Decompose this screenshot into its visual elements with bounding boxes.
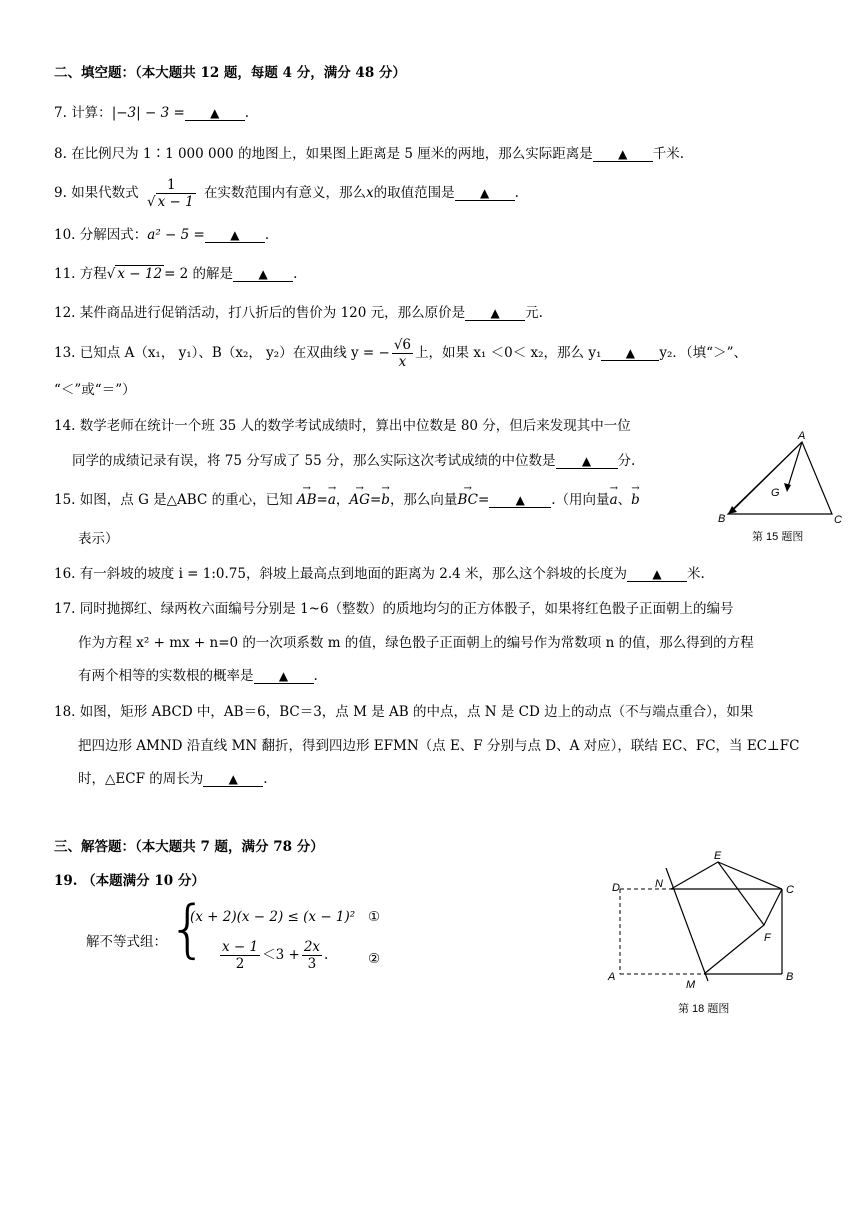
fold-line-MN [666,868,708,981]
question-number: 16. [54,566,76,582]
label-E: E [714,850,722,862]
answer-blank: ▲ [627,567,687,582]
question-10: 10. 分解因式：a² − 5 = ▲ . [54,227,270,243]
vector-b: → b [381,491,390,509]
figure-18-caption: 第 18 题图 [678,1003,730,1015]
question-18-line-3: 时，△ECF 的周长为 ▲ . [78,771,268,787]
answer-blank: ▲ [233,267,293,282]
mark-1: ① [368,909,381,925]
question-number: 10. [54,227,76,243]
question-13: 13. 已知点 A（x₁， y₁）、B（x₂， y₂）在双曲线 y = − $\frac{√6}{x}$ 上，如果 x₁ ＜0＜ x₂，那么 y₁ ▲ y₂．（填“＞”、 [54,337,747,370]
question-number: 7. [54,105,67,121]
label-D: D [612,882,620,894]
sqrt-expression: x − 12 [117,266,163,282]
segment-FC [764,889,782,925]
question-15-line-2: 表示） [78,531,119,547]
question-number: 13. [54,345,76,361]
label-A: A [608,971,616,983]
answer-blank: ▲ [455,186,515,201]
vector-AB: → AB [297,491,317,509]
math-expression: a² − 5 = [147,227,205,243]
figure-15-caption: 第 15 题图 [752,531,804,543]
section-2-heading: 二、填空题：（本大题共 12 题，每题 4 分，满分 48 分） [54,65,406,81]
answer-blank: ▲ [254,669,314,684]
question-17-line-2: 作为方程 x² + mx + n=0 的一次项系数 m 的值，绿色骰子正面朝上的编号作为常数项 n 的值，那么得到的方程 [78,635,754,651]
answer-blank: ▲ [556,454,618,469]
question-18-line-2: 把四边形 AMND 沿直线 MN 翻折，得到四边形 EFMN（点 E、F 分别与点 D、A 对应），联结 EC、FC，当 EC⊥FC [78,738,800,754]
question-19-heading: 19. （本题满分 10 分） [54,873,205,889]
fraction: $\frac{1}{√ x - 1}$ [146,177,194,210]
vector-AG: → AG [349,491,370,509]
figure-18 [600,846,810,1021]
question-number: 11. [54,266,76,282]
answer-blank: ▲ [489,493,551,508]
answer-blank: ▲ [203,772,263,787]
figure-15 [710,428,850,548]
math-expression: |−3| − 3 = [111,105,185,121]
question-8: 8. 在比例尺为 1∶1 000 000 的地图上，如果图上距离是 5 厘米的两地，那么实际距离是 ▲ 千米. [54,146,685,162]
question-7: 7. 计算：|−3| − 3 = ▲ . [54,105,250,121]
answer-blank: ▲ [601,346,659,361]
arrowhead-g [784,483,791,492]
question-12: 12. 某件商品进行促销活动，打八折后的售价为 120 元，那么原价是 ▲ 元. [54,305,543,321]
vector-BC: → BC [457,491,478,509]
question-number: 8. [54,146,67,162]
question-number: 15. [54,492,76,508]
label-B: B [718,513,726,525]
question-14-line-2: 同学的成绩记录有误，将 75 分写成了 55 分，那么实际这次考试成绩的中位数是 ▲ 分. [72,453,636,469]
label-G: G [771,487,780,499]
inequality-2: $\frac{x - 1}{2}$ ＜3 + $\frac{2x}{3}$ . [222,939,329,972]
question-number: 9. [54,185,67,201]
question-16: 16. 有一斜坡的坡度 i = 1:0.75，斜坡上最高点到地面的距离为 2.4 米，那么这个斜坡的长度为 ▲ 米. [54,566,705,582]
label-C: C [834,514,842,526]
vector-a: → a [328,491,336,509]
question-number: 12. [54,305,76,321]
question-17: 17. 同时抛掷红、绿两枚六面编号分别是 1~6（整数）的质地均匀的正方体骰子，如果将红色骰子正面朝上的编号 [54,601,734,617]
inequality-1: (x + 2)(x − 2) ≤ (x − 1)² [190,909,356,925]
answer-blank: ▲ [205,228,265,243]
label-C: C [786,884,794,896]
question-15: 15. 如图，点 G 是△ABC 的重心，已知 → AB=→ a，→ AG=→ b，那么向量→ BC= ▲ .（用向量→ a、→ b [54,491,640,509]
question-11: 11. 方程√ x − 12 = 2 的解是 ▲ . [54,266,298,282]
label-A: A [798,430,806,442]
question-number: 17. [54,601,76,617]
section-3-heading: 三、解答题：（本大题共 7 题，满分 78 分） [54,839,324,855]
fraction: $\frac{√6}{x}$ [393,337,412,370]
question-13-line-2: “＜”或“＝”） [54,382,136,398]
label-N: N [655,878,663,890]
question-number: 18. [54,704,76,720]
triangle-abc [728,442,832,514]
label-M: M [686,979,696,991]
mark-2: ② [368,951,381,967]
question-9: 9. 如果代数式 $\frac{1}{√ x - 1}$ 在实数范围内有意义，那么x的取值范围是 ▲ . [54,177,519,210]
question-14: 14. 数学老师在统计一个班 35 人的数学考试成绩时，算出中位数是 80 分，但后来发现其中一位 [54,418,631,434]
system-brace: { [168,892,208,965]
question-18: 18. 如图，矩形 ABCD 中，AB＝6，BC＝3，点 M 是 AB 的中点，点 N 是 CD 边上的动点（不与端点重合），如果 [54,704,754,720]
question-19-label: 解不等式组： [86,934,167,950]
label-F: F [764,932,771,944]
answer-blank: ▲ [593,147,653,162]
question-number: 14. [54,418,76,434]
question-17-line-3: 有两个相等的实数根的概率是 ▲ . [78,668,318,684]
label-B: B [786,971,794,983]
answer-blank: ▲ [185,106,245,121]
answer-blank: ▲ [465,306,525,321]
